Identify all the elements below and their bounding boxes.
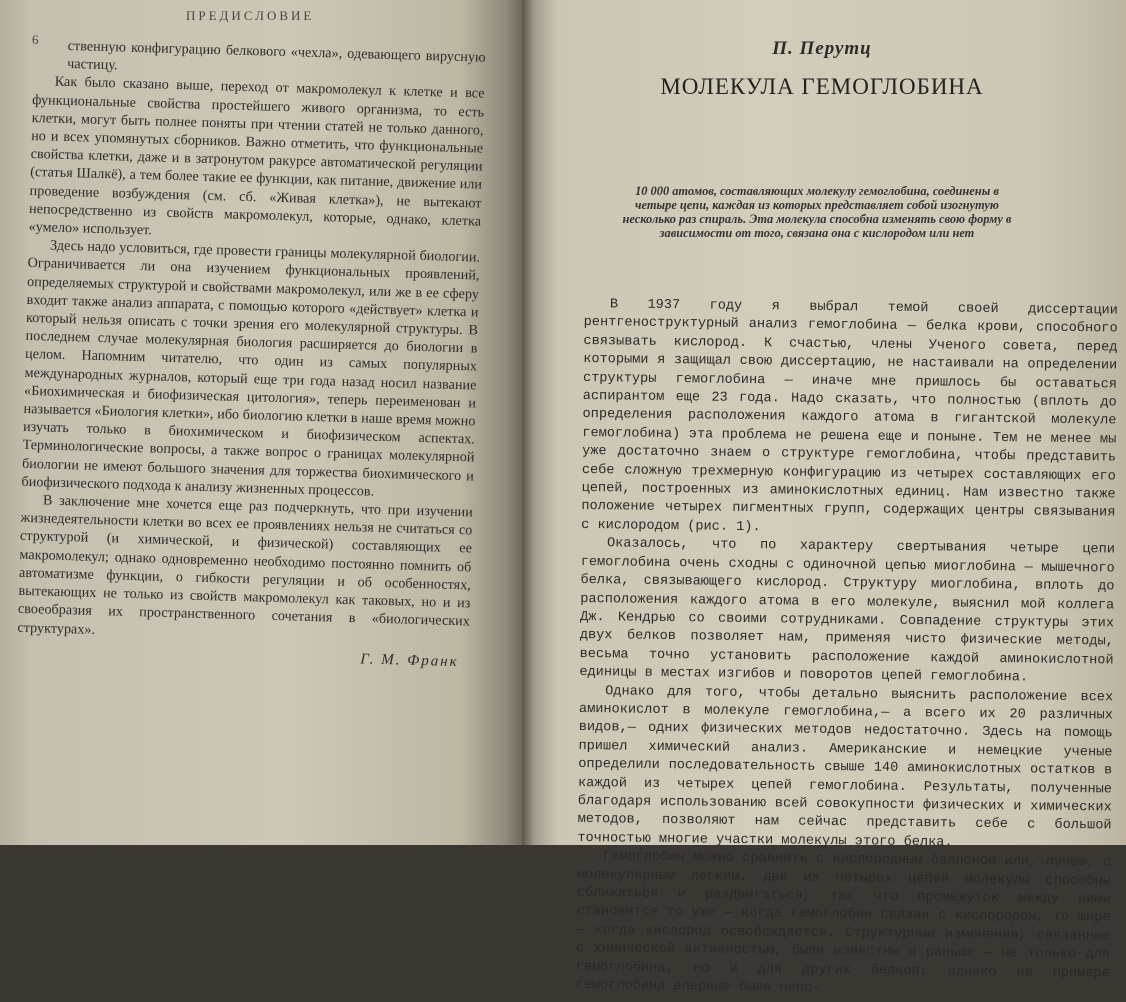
- right-page: [522, 0, 1126, 996]
- left-paragraph-2: Как было сказано выше, переход от макромолекул к клетке и все функциональные свойства простейшего живого организма, то есть клетки, могут быть полнее поняты при чтении статей не только данного, но и всех упомянутых сборников. Важно отметить, что функциональные свойства клетки, даже и в затронутом ракурсе автоматической регуляции (статья Шалкё), а тем более такие ее функции, как питание, движение или проведение возбуждения (см. сб. «Живая клетка»), не вытекают непосредственно из свойств макромолекул, которые, однако, клетка «умело» использует.: [28, 74, 485, 239]
- signature: Г. М. Франк: [360, 651, 459, 670]
- right-paragraph-1: В 1937 году я выбрал темой своей диссертации рентгеноструктурный анализ гемоглобина — белка крови, способного связывать кислород. К счастью, члены Ученого совета, перед которыми я защищал свою диссертацию, не настаивали на определении структуры гемоглобина — иначе мне пришлось бы оставаться аспирантом еще 23 года. Надо сказать, что полностью (вплоть до определения расположения каждого атома в гигантской молекуле гемоглобина) эта проблема не решена еще и поныне. Тем не менее мы уже достаточно знаем о структуре гемоглобина, чтобы представить себе сложную трехмерную конфигурацию из четырех составляющих его цепей, построенных из аминокислотных единиц. Нам известно также положение четырех пигментных групп, содержащих центры связывания с кислородом (рис. 1).: [581, 297, 1118, 536]
- left-paragraph-4: В заключение мне хочется еще раз подчеркнуть, что при изучении жизнедеятельности клетки во всех ее проявлениях нельзя не считаться со структурой (и химической, и физической) составляющих ее макромолекул; однако одновременно необходимо постоянно помнить об автоматизме функции, о гибкости регуляции и об особенностях, вытекающих не только из свойств макромолекул как таковых, но и из своеобразия их пространственного сочетания в «биологических структурах».: [17, 492, 474, 638]
- article-author: П. Перутц: [772, 38, 872, 59]
- right-paragraph-4: Гемоглобин можно сравнить с кислородным баллоном или, лучше, с молекулярным легким. Две из четырех цепей молекулы способны сближаться и раздвигаться, так что промежуток между ними становится то уже — когда гемоглобин связан с кислородом, то шире — когда кислород освобождается. Структурные изменения, связанные с химической активностью, были известны и раньше — не только для гемоглобина, но и для других белков; однако на примере гемоглобина впервые была непо-: [575, 849, 1112, 996]
- left-paragraph-3: Здесь надо условиться, где провести границы молекулярной биологии. Ограничивается ли она изучением функциональных проявлений, определяемых структурой и свойствами макромолекул, или же в ее сферу входит также анализ аппарата, с помощью которого «действует» клетка и который нельзя описать с точки зрения его молекулярной структуры. В последнем случае молекулярная биология расширяется до биологии в целом. Напомним читателю, что один из самых популярных международных журналов, который еще три года назад носил название «Биохимическая и биофизическая цитология», теперь переименован и называется «Биология клетки», ибо биологию клетки в наше время можно изучать только в биохимическом и биофизическом аспектах. Терминологические вопросы, а также вопрос о границах молекулярной биологии не имеют большого значения для торжества биохимического и биофизического подхода к анализу жизненных процессов.: [21, 237, 481, 500]
- right-paragraph-3: Однако для того, чтобы детально выяснить расположение всех аминокислот в молекуле гемоглобина,— а всего их 20 различных видов,— одних физических методов недостаточно. Здесь на помощь пришел химический анализ. Американские и немецкие ученые определили последовательность свыше 140 аминокислотных остатков в каждой из четырех цепей гемоглобина. Результаты, полученные благодаря использованию всей совокупности физических и химических методов, позволяют нам сейчас представить себе с большой точностью многие участки молекулы этого белка.: [577, 683, 1114, 851]
- left-paragraph-1: ственную конфигурацию белкового «чехла», одевающего вирусную частицу.: [67, 37, 486, 74]
- right-paragraph-2: Оказалось, что по характеру свертывания четыре цепи гемоглобина очень сходны с одиночной цепью миоглобина — мышечного белка, связывающего кислород. Структуру миоглобина, вплоть до расположения каждого атома в его молекуле, выяснил мой коллега Дж. Кендрью со своими сотрудниками. Совпадение структуры этих двух белков позволяет нам, применяя чисто физические методы, весьма точно установить расположение каждой аминокислотной единицы в местах изгибов и поворотов цепей гемоглобина.: [579, 536, 1116, 686]
- left-page-text: [17, 36, 486, 671]
- running-head: ПРЕДИСЛОВИЕ: [186, 8, 315, 23]
- page-number: 6: [32, 32, 39, 47]
- article-abstract: 10 000 атомов, составляющих молекулу гемоглобина, соединены в четыре цепи, каждая из которых представляет собой изогнутую несколько раз спираль. Эта молекула способна изменять свою форму в зависимости от того, связана она с кислородом или нет: [622, 184, 1012, 240]
- right-page-text: [575, 296, 1118, 1002]
- left-page: [0, 0, 522, 845]
- article-title: МОЛЕКУЛА ГЕМОГЛОБИНА: [660, 74, 984, 99]
